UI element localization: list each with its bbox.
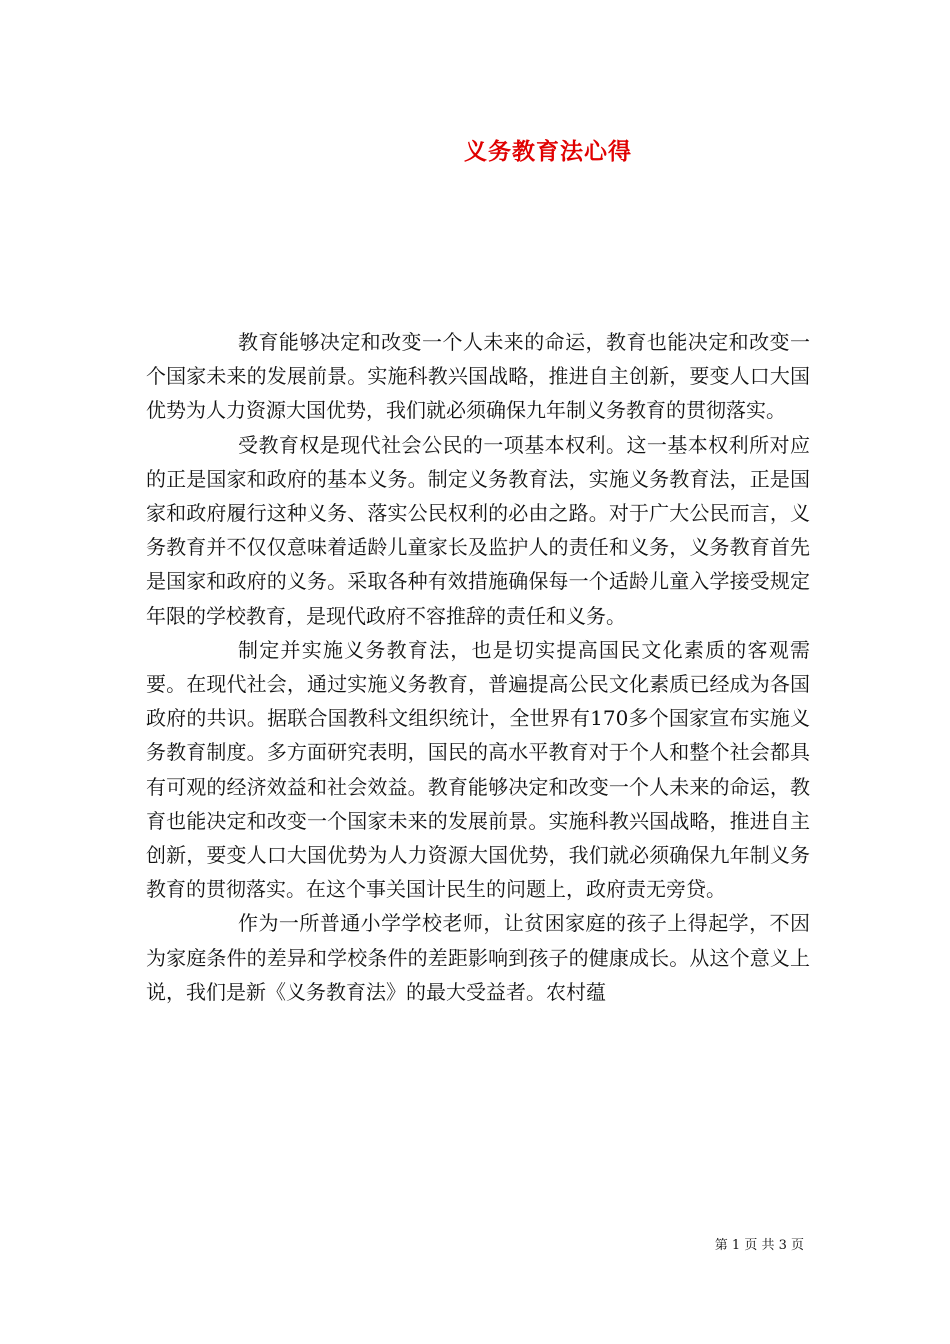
paragraph: 教育能够决定和改变一个人未来的命运，教育也能决定和改变一个国家未来的发展前景。实施科教兴国战略，推进自主创新，要变人口大国优势为人力资源大国优势，我们就必须确保九年制义务教育的贯彻落实。	[146, 330, 810, 423]
page-number: 第 1 页 共 3 页	[714, 1238, 804, 1253]
paragraph: 受教育权是现代社会公民的一项基本权利。这一基本权利所对应的正是国家和政府的基本义务。制定义务教育法，实施义务教育法，正是国家和政府履行这种义务、落实公民权利的必由之路。对于广大公民而言，义务教育并不仅仅意味着适龄儿童家长及监护人的责任和义务，义务教育首先是国家和政府的义务。采取各种有效措施确保每一个适龄儿童入学接受规定年限的学校教育，是现代政府不容推辞的责任和义务。	[146, 432, 810, 628]
document-title: 义务教育法心得	[464, 138, 632, 165]
paragraph: 制定并实施义务教育法，也是切实提高国民文化素质的客观需要。在现代社会，通过实施义务教育，普遍提高公民文化素质已经成为各国政府的共识。据联合国教科文组织统计，全世界有170多个国家宣布实施义务教育制度。多方面研究表明，国民的高水平教育对于个人和整个社会都具有可观的经济效益和社会效益。教育能够决定和改变一个人未来的命运，教育也能决定和改变一个国家未来的发展前景。实施科教兴国战略，推进自主创新，要变人口大国优势为人力资源大国优势，我们就必须确保九年制义务教育的贯彻落实。在这个事关国计民生的问题上，政府责无旁贷。	[146, 637, 810, 902]
document-body	[146, 325, 810, 1009]
paragraph: 作为一所普通小学学校老师，让贫困家庭的孩子上得起学，不因为家庭条件的差异和学校条件的差距影响到孩子的健康成长。从这个意义上说，我们是新《义务教育法》的最大受益者。农村蕴	[146, 911, 810, 1004]
